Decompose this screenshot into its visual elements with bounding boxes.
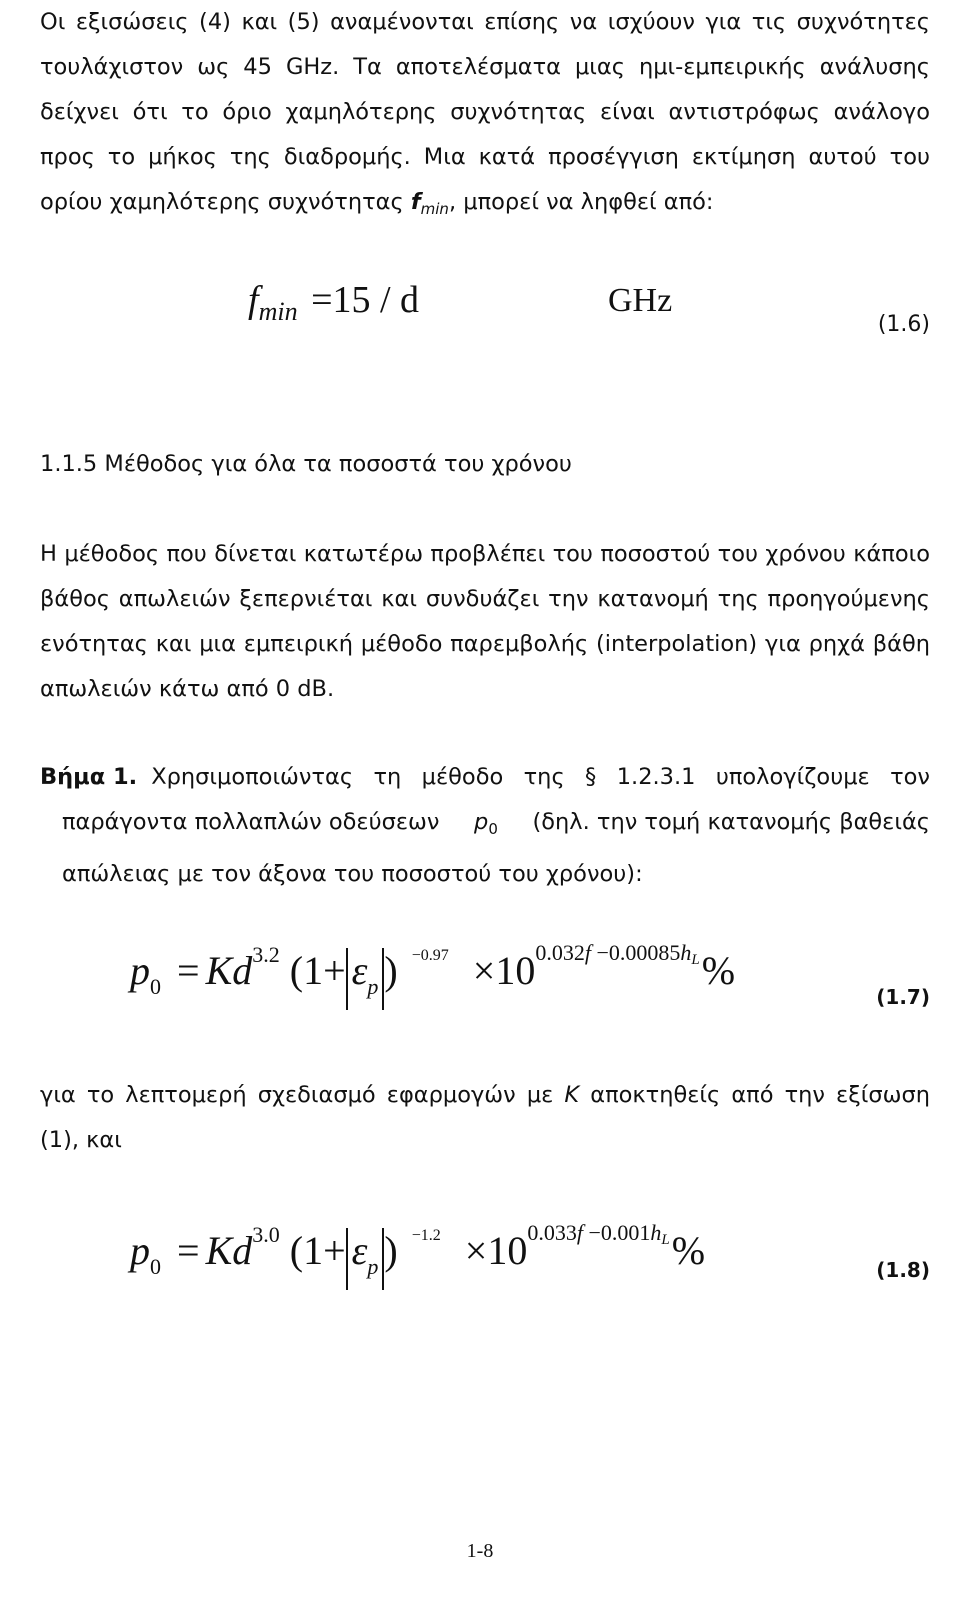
eq18-exp-hsub: L: [661, 1232, 670, 1248]
eq16-unit: GHz: [608, 282, 673, 319]
eq17-paren-exp: −0.97: [411, 947, 449, 964]
eq18-exp-b: −0.001: [588, 1220, 651, 1245]
step-1-line1: Χρησιμοποιώντας τη μέθοδο της § 1.2.3.1 υπολογίζουμε τον: [151, 764, 930, 790]
eq18-open: (1+: [289, 1228, 346, 1273]
eq17-exp-a: 0.032: [535, 940, 585, 965]
eq17-exp-hsub: L: [691, 952, 700, 968]
eq17-eps-sub: p: [367, 974, 379, 999]
step-1-line2a: παράγοντα πολλαπλών οδεύσεων: [62, 809, 440, 835]
step-1-second-line: [40, 800, 930, 852]
eq17-times-ten: ×10: [472, 948, 536, 993]
step-1-line2b: (δηλ. την τομή κατανομής βαθειάς: [532, 809, 930, 835]
step-1-label: Βήμα 1.: [40, 764, 138, 790]
eq17-d: d: [232, 948, 253, 993]
p0-subscript: 0: [488, 820, 498, 838]
step-1-first-line: [40, 755, 930, 800]
eq17-ten-exp: [535, 940, 700, 968]
eq17-open: (1+: [289, 948, 346, 993]
eq17-exp-b: −0.00085: [596, 940, 681, 965]
eq18-ten-exp: [527, 1220, 670, 1248]
equation-1-6: [248, 278, 419, 327]
page-number: 1-8: [466, 1540, 494, 1562]
eq18-exp-f: f: [576, 1220, 583, 1245]
f-min-subscript: min: [420, 200, 449, 218]
eq18-close: ): [384, 1228, 398, 1273]
paragraph-text: Οι εξισώσεις (4) και (5) αναμένονται επίσης να ισχύουν για τις συχνότητες τουλάχιστον ως 45 GHz. Τα αποτελέσματα μιας ημι-εμπειρικής ανάλυσης δείχνει ότι το όριο χαμηλότερης συχνότητας είναι αντιστρόφως ανάλογο προς το μήκος της διαδρομής. Μια κατά προσέγγιση εκτίμηση αυτού του ορίου χαμηλότερης συχνότητας: [40, 9, 930, 215]
eq16-rhs: =15 / d: [311, 279, 420, 321]
equation-1-7: [130, 940, 735, 1010]
step-1: [40, 755, 930, 897]
eq18-eps: ε: [351, 1228, 368, 1273]
paragraph-method-text: Η μέθοδος που δίνεται κατωτέρω προβλέπει του ποσοστού του χρόνου κάποιο βάθος απωλειών ξεπερνιέται και συνδυάζει την κατανομή της προηγούμενης ενότητας και μια εμπειρική μέθοδο παρεμβολής (interpolation) για ρηχά βάθη απωλειών κάτω από 0 dB.: [40, 541, 930, 702]
eq18-exp-a: 0.033: [527, 1220, 577, 1245]
eq16-number: (1.6): [877, 312, 930, 337]
eq18-paren-exp: −1.2: [411, 1227, 441, 1244]
p0-symbol: p: [474, 809, 489, 835]
K-symbol: K: [564, 1082, 580, 1108]
eq18-p-sub: 0: [150, 1254, 161, 1279]
eq17-exp-h: h: [680, 940, 692, 965]
eq17-exp-f: f: [584, 940, 591, 965]
paragraph-detailed-text-a: για το λεπτομερή σχεδιασμό εφαρμογών με: [40, 1082, 554, 1108]
eq17-p: p: [130, 948, 150, 993]
f-min-symbol: f: [410, 189, 421, 215]
eq18-number: (1.8): [876, 1258, 930, 1282]
equation-1-8: [130, 1220, 705, 1290]
eq17-p-sub: 0: [150, 974, 161, 999]
eq17-K: K: [205, 948, 233, 993]
paragraph-tail: , μπορεί να ληφθεί από:: [448, 189, 714, 215]
eq18-times-ten: ×10: [464, 1228, 528, 1273]
eq18-equals: =: [177, 1228, 200, 1273]
eq18-percent: %: [671, 1228, 706, 1273]
eq18-eps-sub: p: [367, 1254, 379, 1279]
eq18-K: K: [205, 1228, 233, 1273]
eq17-d-exp: 3.2: [252, 942, 280, 967]
eq18-p: p: [130, 1228, 150, 1273]
eq17-percent: %: [701, 948, 736, 993]
eq16-f: f: [248, 279, 259, 321]
paragraph-method: [40, 532, 930, 712]
eq17-number: (1.7): [876, 985, 930, 1009]
eq17-equals: =: [177, 948, 200, 993]
eq18-exp-h: h: [650, 1220, 662, 1245]
paragraph-detailed-design: [40, 1073, 930, 1163]
section-heading: 1.1.5 Μέθοδος για όλα τα ποσοστά του χρόνου: [40, 451, 572, 477]
eq16-subscript: min: [258, 297, 298, 326]
eq17-abs: [346, 948, 385, 1010]
eq17-close: ): [384, 948, 398, 993]
eq17-eps: ε: [351, 948, 368, 993]
step-1-line3: απώλειας με τον άξονα του ποσοστού του χρόνου):: [62, 861, 643, 887]
paragraph-detailed-text-b: αποκτηθείς από την εξίσωση (1), και: [40, 1082, 930, 1153]
eq18-d: d: [232, 1228, 253, 1273]
eq18-d-exp: 3.0: [252, 1222, 280, 1247]
paragraph-frequency-limit: [40, 0, 930, 232]
eq18-abs: [346, 1228, 385, 1290]
